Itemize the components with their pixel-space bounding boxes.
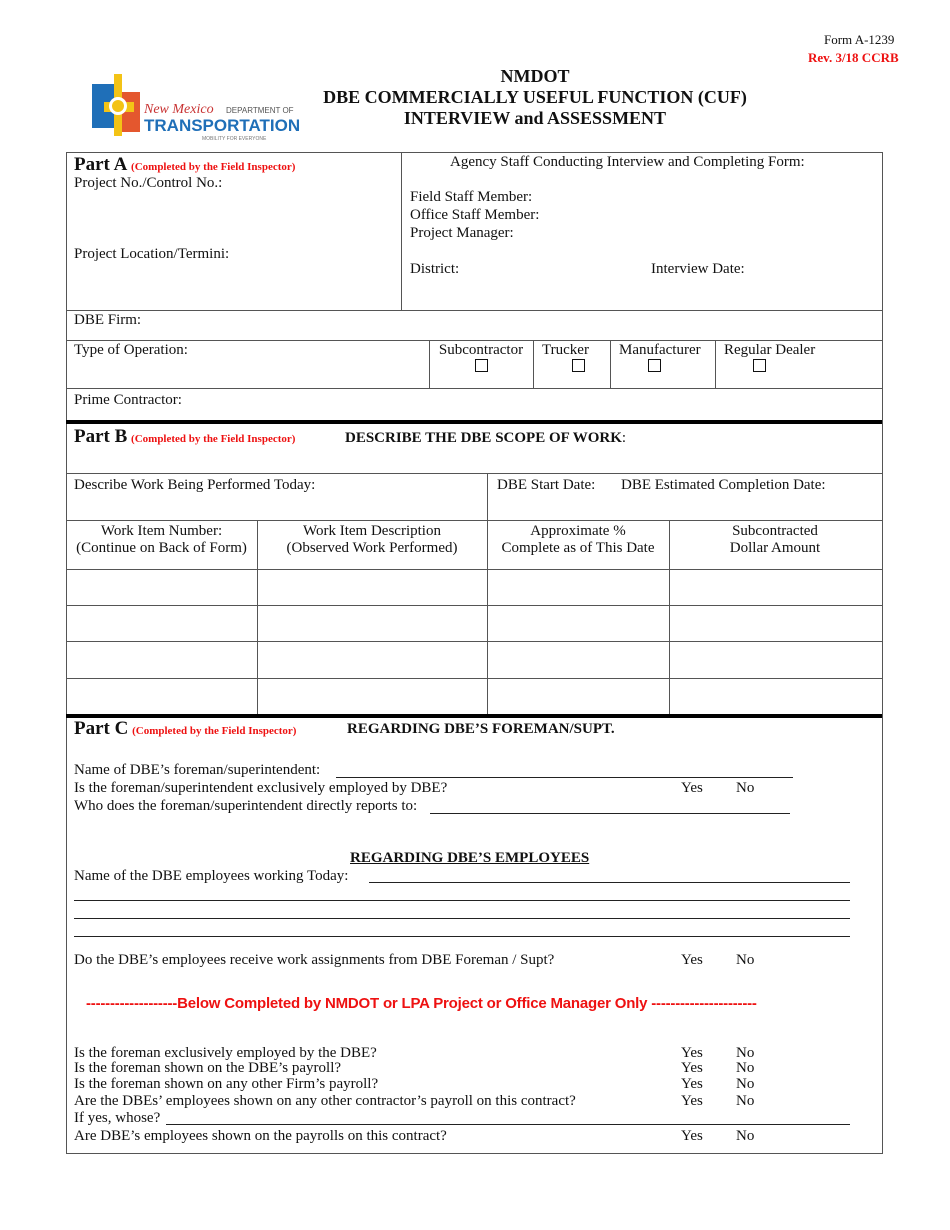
- foreman-exclusive-yes[interactable]: Yes: [681, 780, 703, 796]
- interview-date-label[interactable]: Interview Date:: [651, 261, 745, 277]
- zia-sun-logo-icon: [88, 72, 148, 138]
- part-b-label: Part B: [74, 426, 128, 447]
- employees-heading: REGARDING DBE’S EMPLOYEES: [350, 850, 590, 866]
- mgr-question-2-no[interactable]: No: [736, 1060, 755, 1076]
- dbe-start-date-label[interactable]: DBE Start Date:: [497, 477, 596, 493]
- col-subcontracted-amount: [669, 523, 881, 557]
- project-location-label[interactable]: Project Location/Termini:: [74, 246, 230, 262]
- title-line-1: NMDOT: [500, 66, 570, 86]
- employees-name-field[interactable]: [369, 882, 850, 883]
- col-2-line-2: (Observed Work Performed): [286, 540, 458, 556]
- employees-line-3[interactable]: [74, 918, 850, 919]
- trucker-checkbox[interactable]: [572, 359, 585, 372]
- title-line-3: INTERVIEW and ASSESSMENT: [403, 108, 667, 128]
- dbe-firm-label[interactable]: DBE Firm:: [74, 312, 142, 328]
- logo-dept: DEPARTMENT OF: [226, 106, 294, 115]
- reports-to-field[interactable]: [430, 813, 790, 814]
- last-question: Are DBE’s employees shown on the payrolls on this contract?: [74, 1128, 447, 1144]
- regular-dealer-checkbox[interactable]: [753, 359, 766, 372]
- mgr-question-3-yes[interactable]: Yes: [681, 1076, 703, 1092]
- work-assignments-no[interactable]: No: [736, 952, 755, 968]
- col-approx-complete: [487, 523, 669, 557]
- mgr-question-3-no[interactable]: No: [736, 1076, 755, 1092]
- part-c-note: (Completed by the Field Inspector): [132, 725, 297, 737]
- work-assignments-question: Do the DBE’s employees receive work assignments from DBE Foreman / Supt?: [74, 952, 555, 968]
- scope-heading-colon: :: [621, 430, 627, 446]
- op-manufacturer[interactable]: [619, 342, 715, 377]
- op-subcontractor-label: Subcontractor: [438, 342, 524, 358]
- scope-heading-text: DESCRIBE THE DBE SCOPE OF WORK: [345, 430, 622, 446]
- last-question-no[interactable]: No: [736, 1128, 755, 1144]
- type-of-operation-label: Type of Operation:: [74, 342, 188, 358]
- mgr-question-4-no[interactable]: No: [736, 1093, 755, 1109]
- part-b-scope-heading: [345, 430, 626, 447]
- part-a-heading: [74, 154, 295, 176]
- manufacturer-checkbox[interactable]: [648, 359, 661, 372]
- mgr-question-1-no[interactable]: No: [736, 1045, 755, 1061]
- logo-main: TRANSPORTATION: [144, 116, 301, 135]
- work-assignments-yes[interactable]: Yes: [681, 952, 703, 968]
- mgr-question-2-yes[interactable]: Yes: [681, 1060, 703, 1076]
- foreman-exclusive-question: Is the foreman/superintendent exclusively employed by DBE?: [74, 780, 448, 796]
- mgr-question-1: Is the foreman exclusively employed by the DBE?: [74, 1045, 377, 1061]
- form-number: Form A-1239: [824, 32, 895, 47]
- col-4-line-1: Subcontracted: [732, 523, 818, 539]
- foreman-exclusive-no[interactable]: No: [736, 780, 755, 796]
- mgr-question-1-yes[interactable]: Yes: [681, 1045, 703, 1061]
- revision: Rev. 3/18 CCRB: [808, 50, 899, 65]
- title-line-2: DBE COMMERCIALLY USEFUL FUNCTION (CUF): [323, 87, 747, 107]
- project-manager-label[interactable]: Project Manager:: [410, 225, 514, 241]
- op-regular-dealer-label: Regular Dealer: [724, 342, 816, 358]
- field-staff-label[interactable]: Field Staff Member:: [410, 189, 533, 205]
- part-b-heading: [74, 426, 295, 448]
- op-subcontractor[interactable]: [429, 342, 533, 377]
- col-3-line-1: Approximate %: [530, 523, 626, 539]
- col-4-line-2: Dollar Amount: [729, 540, 821, 556]
- part-c-foreman-heading: REGARDING DBE’S FOREMAN/SUPT.: [347, 721, 615, 737]
- dbe-completion-date-label[interactable]: DBE Estimated Completion Date:: [621, 477, 826, 493]
- manager-only-banner: -------------------Below Completed by NMDOT or LPA Project or Office Manager Only ----------------------: [86, 995, 757, 1012]
- employees-line-4[interactable]: [74, 936, 850, 937]
- col-3-line-2: Complete as of This Date: [501, 540, 655, 556]
- logo-tag: MOBILITY FOR EVERYONE: [202, 136, 267, 142]
- mgr-question-3: Is the foreman shown on any other Firm’s payroll?: [74, 1076, 379, 1092]
- if-yes-label: If yes, whose?: [74, 1110, 161, 1126]
- col-2-line-1: Work Item Description: [303, 523, 441, 539]
- employees-name-label: Name of the DBE employees working Today:: [74, 868, 349, 884]
- op-trucker[interactable]: [542, 342, 602, 377]
- mgr-question-2: Is the foreman shown on the DBE’s payroll?: [74, 1060, 342, 1076]
- reports-to-label: Who does the foreman/superintendent directly reports to:: [74, 798, 418, 814]
- describe-work-label[interactable]: Describe Work Being Performed Today:: [74, 477, 316, 493]
- project-no-label[interactable]: Project No./Control No.:: [74, 175, 223, 191]
- part-c-heading: [74, 718, 296, 740]
- district-label[interactable]: District:: [410, 261, 460, 277]
- part-c-label: Part C: [74, 718, 129, 739]
- last-question-yes[interactable]: Yes: [681, 1128, 703, 1144]
- foreman-name-label: Name of DBE’s foreman/superintendent:: [74, 762, 321, 778]
- op-regular-dealer[interactable]: [724, 342, 844, 377]
- prime-contractor-label[interactable]: Prime Contractor:: [74, 392, 182, 408]
- op-manufacturer-label: Manufacturer: [619, 342, 701, 358]
- logo-script: New Mexico: [144, 102, 214, 117]
- office-staff-label[interactable]: Office Staff Member:: [410, 207, 540, 223]
- part-a-label: Part A: [74, 154, 128, 175]
- part-b-note: (Completed by the Field Inspector): [131, 433, 296, 445]
- foreman-name-field[interactable]: [336, 777, 793, 778]
- op-trucker-label: Trucker: [542, 342, 589, 358]
- nmdot-logo: [88, 72, 308, 142]
- agency-staff-label: Agency Staff Conducting Interview and Completing Form:: [450, 154, 805, 170]
- work-item-table-body[interactable]: [66, 570, 882, 717]
- mgr-question-4-yes[interactable]: Yes: [681, 1093, 703, 1109]
- col-1-line-1: Work Item Number:: [100, 523, 223, 539]
- mgr-question-4: Are the DBEs’ employees shown on any other contractor’s payroll on this contract?: [74, 1093, 576, 1109]
- col-work-item-description: [257, 523, 487, 557]
- part-a-note: (Completed by the Field Inspector): [131, 161, 296, 173]
- col-1-line-2: (Continue on Back of Form): [76, 540, 247, 556]
- employees-line-2[interactable]: [74, 900, 850, 901]
- col-work-item-number: [66, 523, 257, 557]
- if-yes-field[interactable]: [166, 1124, 850, 1125]
- subcontractor-checkbox[interactable]: [475, 359, 488, 372]
